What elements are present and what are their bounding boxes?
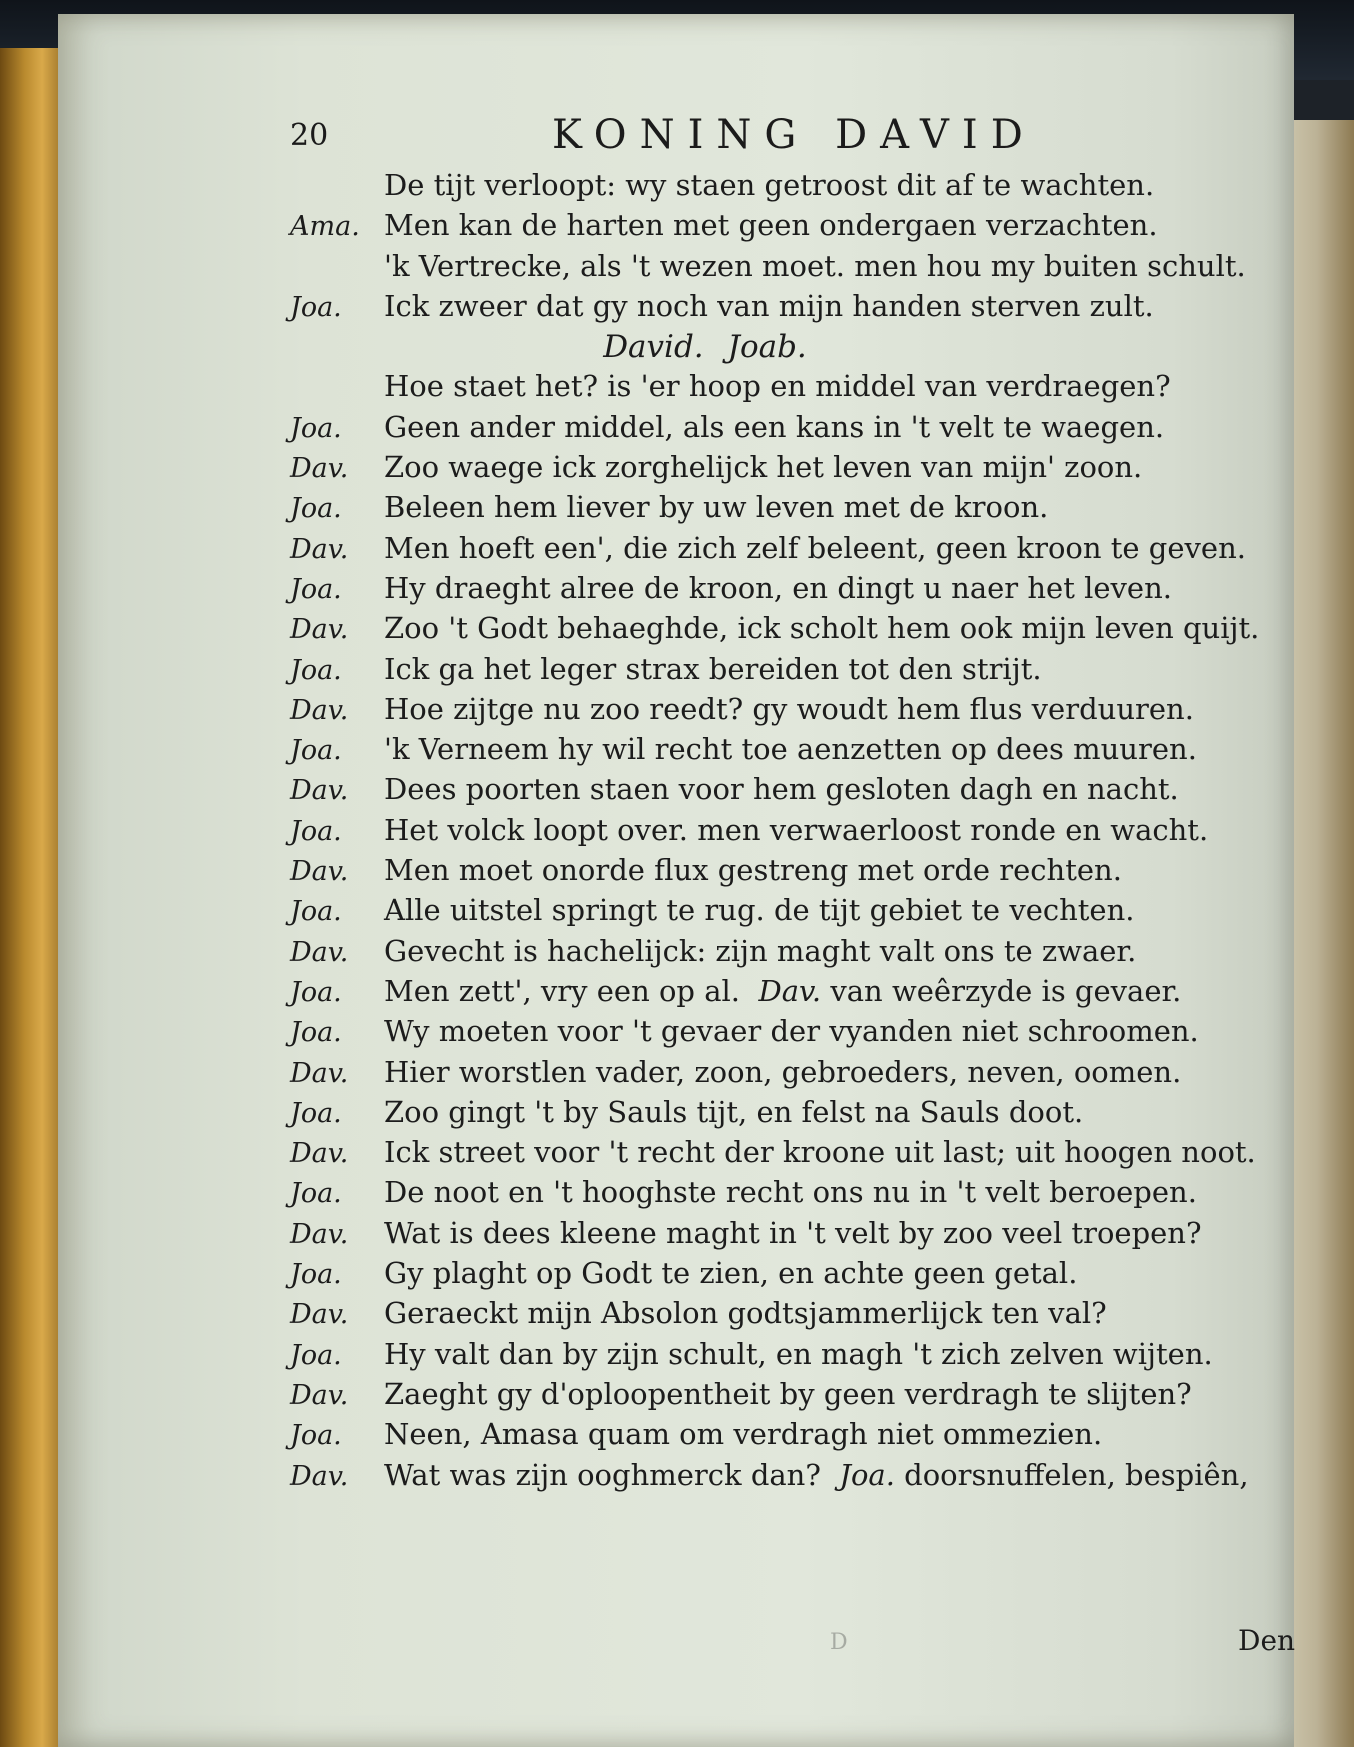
signature-mark: D xyxy=(830,1630,848,1655)
verse-line xyxy=(290,531,1280,571)
verse-line xyxy=(290,1055,1280,1095)
speaker-label: Dav. xyxy=(290,1138,349,1170)
verse-text: Beleen hem liever by uw leven met de kroon. xyxy=(384,490,1049,525)
verse-line xyxy=(290,369,1280,409)
top-lines xyxy=(290,168,1280,329)
verse-text: Het volck loopt over. men verwaerloost ronde en wacht. xyxy=(384,812,1209,847)
verse-text: Men kan de harten met geen ondergaen verzachten. xyxy=(384,208,1158,243)
verse-text: De noot en 't hooghste recht ons nu in 't velt beroepen. xyxy=(384,1175,1197,1210)
speaker-label: Dav. xyxy=(290,1218,349,1250)
inline-speaker-label: Dav. xyxy=(758,973,822,1008)
verse-text: Neen, Amasa quam om verdragh niet ommezien. xyxy=(384,1417,1103,1452)
verse-text: Zoo waege ick zorghelijck het leven van mijn' zoon. xyxy=(384,450,1143,485)
speaker-label: Joa. xyxy=(290,1420,342,1452)
speaker-label: Dav. xyxy=(290,1460,349,1492)
verse-text-continued: doorsnuffelen, bespiên, xyxy=(904,1457,1249,1492)
speaker-label: Dav. xyxy=(290,533,349,565)
verse-line xyxy=(290,732,1280,772)
speaker-label: Dav. xyxy=(290,775,349,807)
speaker-label: Joa. xyxy=(290,291,342,323)
speaker-label: Joa. xyxy=(290,976,342,1008)
main-lines xyxy=(290,369,1280,1497)
verse-line xyxy=(290,813,1280,853)
speaker-label: Joa. xyxy=(290,573,342,605)
speaker-label: Joa. xyxy=(290,1339,342,1371)
verse-text: 'k Verneem hy wil recht toe aenzetten op dees muuren. xyxy=(384,732,1197,767)
speaker-label: Joa. xyxy=(290,815,342,847)
verse-text: Ick zweer dat gy noch van mijn handen sterven zult. xyxy=(384,288,1154,323)
verse-line xyxy=(290,168,1280,208)
speaker-label: Dav. xyxy=(290,453,349,485)
speaker-label: Joa. xyxy=(290,654,342,686)
verse-line xyxy=(290,289,1280,329)
speaker-label: Joa. xyxy=(290,1178,342,1210)
speaker-label: Joa. xyxy=(290,412,342,444)
verse-line xyxy=(290,1417,1280,1457)
verse-text: Gy plaght op Godt te zien, en achte geen getal. xyxy=(384,1256,1078,1291)
verse-line xyxy=(290,410,1280,450)
verse-line xyxy=(290,1256,1280,1296)
verse-line xyxy=(290,1175,1280,1215)
speaker-label: Joa. xyxy=(290,1097,342,1129)
speaker-label: Joa. xyxy=(290,1017,342,1049)
verse-text: Zoo gingt 't by Sauls tijt, en felst na Sauls doot. xyxy=(384,1094,1084,1129)
verse-text: Wat was zijn ooghmerck dan? xyxy=(384,1457,821,1492)
verse-text: Alle uitstel springt te rug. de tijt gebiet te vechten. xyxy=(384,893,1135,928)
verse-line xyxy=(290,1095,1280,1135)
speaker-label: Dav. xyxy=(290,936,349,968)
verse-line xyxy=(290,692,1280,732)
verse-text: Geen ander middel, als een kans in 't velt te waegen. xyxy=(384,409,1165,444)
verse-text: Ick street voor 't recht der kroone uit last; uit hoogen noot. xyxy=(384,1135,1256,1170)
speaker-label: Ama. xyxy=(290,211,360,243)
verse-line xyxy=(290,1377,1280,1417)
verse-line xyxy=(290,893,1280,933)
speaker-label: Dav. xyxy=(290,1299,349,1331)
running-head: KONING DAVID xyxy=(552,112,1036,158)
verse-line xyxy=(290,1458,1280,1498)
verse-text: Hy draeght alree de kroon, en dingt u naer het leven. xyxy=(384,570,1172,605)
verse-text: Gevecht is hachelijck: zijn maght valt ons te zwaer. xyxy=(384,933,1137,968)
verse-text: Ick ga het leger strax bereiden tot den strijt. xyxy=(384,651,1042,686)
verse-text: Dees poorten staen voor hem gesloten dagh en nacht. xyxy=(384,772,1179,807)
verse-line xyxy=(290,934,1280,974)
scene-heading: David. Joab. xyxy=(603,329,807,366)
verse-text: Wy moeten voor 't gevaer der vyanden niet schroomen. xyxy=(384,1014,1199,1049)
verse-text-continued: van weêrzyde is gevaer. xyxy=(830,973,1182,1008)
verse-line xyxy=(290,652,1280,692)
verse-text: De tijt verloopt: wy staen getroost dit af te wachten. xyxy=(384,168,1155,202)
verse-line xyxy=(290,853,1280,893)
speaker-label: Dav. xyxy=(290,694,349,726)
speaker-label: Joa. xyxy=(290,1259,342,1291)
verse-line xyxy=(290,1337,1280,1377)
verse-text: Zaeght gy d'oploopentheit by geen verdragh te slijten? xyxy=(384,1376,1192,1411)
verse-text: Men moet onorde flux gestreng met orde rechten. xyxy=(384,853,1122,888)
inline-speaker-label: Joa. xyxy=(839,1457,895,1492)
verse-line xyxy=(290,571,1280,611)
catchword: Den xyxy=(1238,1624,1296,1657)
verse-line xyxy=(290,490,1280,530)
speaker-label: Joa. xyxy=(290,896,342,928)
verse-text: Hoe zijtge nu zoo reedt? gy woudt hem flus verduuren. xyxy=(384,691,1194,726)
speaker-label: Dav. xyxy=(290,614,349,646)
verse-line xyxy=(290,249,1280,289)
speaker-label: Dav. xyxy=(290,1057,349,1089)
verse-line xyxy=(290,1216,1280,1256)
verse-line xyxy=(290,974,1280,1014)
speaker-label: Joa. xyxy=(290,735,342,767)
speaker-label: Dav. xyxy=(290,1379,349,1411)
speaker-label: Joa. xyxy=(290,493,342,525)
verse-text: Hier worstlen vader, zoon, gebroeders, neven, oomen. xyxy=(384,1054,1182,1089)
verse-line xyxy=(290,450,1280,490)
speaker-label: Dav. xyxy=(290,856,349,888)
facing-page-edge xyxy=(1292,120,1354,1747)
verse-line xyxy=(290,1135,1280,1175)
verse-text: Hoe staet het? is 'er hoop en middel van verdraegen? xyxy=(384,369,1171,404)
verse-line xyxy=(290,1296,1280,1336)
verse-text: Hy valt dan by zijn schult, en magh 't zich zelven wijten. xyxy=(384,1336,1213,1371)
verse-text: Men hoeft een', die zich zelf beleent, geen kroon te geven. xyxy=(384,530,1246,565)
verse-text: Men zett', vry een op al. xyxy=(384,973,741,1008)
verse-text: Zoo 't Godt behaeghde, ick scholt hem ook mijn leven quijt. xyxy=(384,611,1260,646)
verse-text: 'k Vertrecke, als 't wezen moet. men hou my buiten schult. xyxy=(384,248,1246,283)
verse-line xyxy=(290,208,1280,248)
verse-text: Wat is dees kleene maght in 't velt by zoo veel troepen? xyxy=(384,1215,1202,1250)
page-number: 20 xyxy=(290,118,329,153)
text-block xyxy=(290,168,1280,1498)
verse-text: Geraeckt mijn Absolon godtsjammerlijck ten val? xyxy=(384,1296,1107,1331)
verse-line xyxy=(290,1014,1280,1054)
verse-line xyxy=(290,611,1280,651)
verse-line xyxy=(290,772,1280,812)
